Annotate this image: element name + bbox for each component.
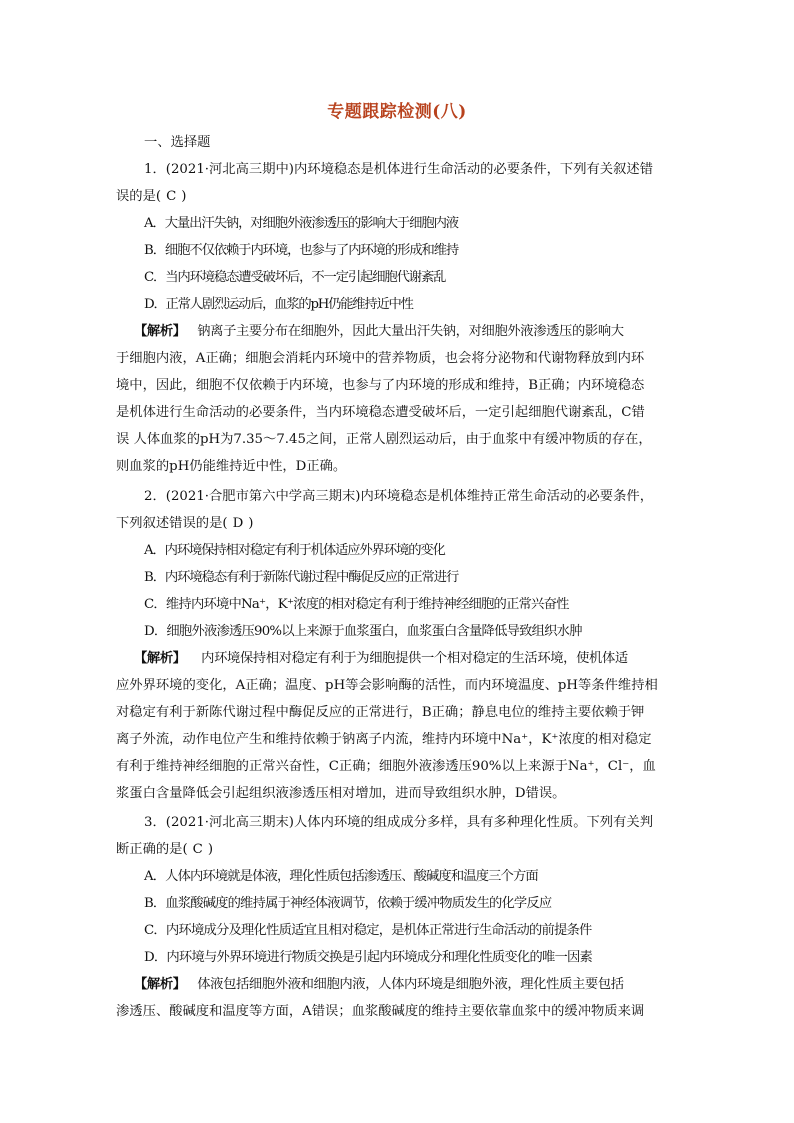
q3-paren: ) <box>207 842 214 857</box>
q2-analysis-text: 内环境保持相对稳定有利于为细胞提供一个相对稳定的生活环境，使机体适 <box>201 651 628 666</box>
q1-stem-line2 <box>116 188 682 206</box>
q3-answer: C <box>192 842 203 857</box>
q2-paren: ) <box>248 516 254 531</box>
q2-option-d: D．细胞外液渗透压90%以上来源于血浆蛋白，血浆蛋白含量降低导致组织水肿 <box>144 624 582 639</box>
q1-analysis-line1 <box>134 323 700 341</box>
q1-option-c: C．当内环境稳态遭受破坏后，不一定引起细胞代谢紊乱 <box>144 270 446 285</box>
q2-analysis-line5: 有利于维持神经细胞的正常兴奋性，C正确；细胞外液渗透压90%以上来源于Na⁺，Cl⁻，血 <box>116 759 656 774</box>
section-heading: 一、选择题 <box>144 135 211 150</box>
q1-analysis-text: 钠离子主要分布在细胞外，因此大量出汗失钠，对细胞外液渗透压的影响大 <box>197 324 624 339</box>
q1-stem-line1: 1．(2021·河北高三期中)内环境稳态是机体进行生命活动的必要条件，下列有关叙述错 <box>144 162 653 177</box>
q1-option-d: D．正常人剧烈运动后，血浆的pH仍能维持近中性 <box>144 297 413 312</box>
q3-analysis-label: 【解析】 <box>134 977 186 992</box>
q3-stem-line1: 3．(2021·河北高三期末)人体内环境的组成成分多样，具有多种理化性质。下列有关判 <box>144 815 653 830</box>
q3-analysis-text: 体液包括细胞外液和细胞内液，人体内环境是细胞外液，理化性质主要包括 <box>197 977 624 992</box>
q1-option-a: A．大量出汗失钠，对细胞外液渗透压的影响大于细胞内液 <box>144 216 459 231</box>
q1-analysis-line3: 境中，因此，细胞不仅依赖于内环境，也参与了内环境的形成和维持，B正确；内环境稳态 <box>116 378 645 393</box>
q1-analysis-line4: 是机体进行生命活动的必要条件，当内环境稳态遭受破坏后，一定引起细胞代谢紊乱，C错 <box>116 405 645 420</box>
q2-option-a: A．内环境保持相对稳定有利于机体适应外界环境的变化 <box>144 543 445 558</box>
q1-option-b: B．细胞不仅依赖于内环境，也参与了内环境的形成和维持 <box>144 243 459 258</box>
q2-stem-text: 下列叙述错误的是( <box>116 516 228 531</box>
q1-analysis-line5: 误 人体血浆的pH为7.35～7.45之间，正常人剧烈运动后，由于血浆中有缓冲物质的存在， <box>116 432 652 447</box>
q3-option-a: A．人体内环境就是体液，理化性质包括渗透压、酸碱度和温度三个方面 <box>144 869 538 884</box>
q2-analysis-line4: 离子外流，动作电位产生和维持依赖于钠离子内流，维持内环境中Na⁺，K⁺浓度的相对稳定 <box>116 732 652 747</box>
q2-analysis-line3: 对稳定有利于新陈代谢过程中酶促反应的正常进行，B正确；静息电位的维持主要依赖于钾 <box>116 705 645 720</box>
q3-option-b: B．血浆酸碱度的维持属于神经体液调节，依赖于缓冲物质发生的化学反应 <box>144 896 552 911</box>
page-title: 专题跟踪检测(八) <box>327 102 467 122</box>
q2-stem-line1: 2．(2021·合肥市第六中学高三期末)内环境稳态是机体维持正常生命活动的必要条件， <box>144 489 653 504</box>
q3-option-d: D．内环境与外界环境进行物质交换是引起内环境成分和理化性质变化的唯一因素 <box>144 950 593 965</box>
q1-analysis-label: 【解析】 <box>134 324 186 339</box>
q1-analysis-line2: 于细胞内液，A正确；细胞会消耗内环境中的营养物质，也会将分泌物和代谢物释放到内环 <box>116 351 645 366</box>
q2-analysis-line1 <box>134 650 700 668</box>
q2-stem-line2 <box>116 515 682 533</box>
q1-analysis-line6: 则血浆的pH仍能维持近中性，D正确。 <box>116 459 347 474</box>
q1-paren: ) <box>181 189 187 204</box>
q2-answer: D <box>232 516 244 531</box>
q2-option-c: C．维持内环境中Na⁺，K⁺浓度的相对稳定有利于维持神经细胞的正常兴奋性 <box>144 597 569 612</box>
q3-analysis-line1 <box>134 976 700 994</box>
q3-stem-line2 <box>116 841 682 859</box>
q2-analysis-label: 【解析】 <box>134 651 186 666</box>
q2-analysis-line6: 浆蛋白含量降低会引起组织液渗透压相对增加，进而导致组织水肿，D错误。 <box>116 786 566 801</box>
q2-analysis-line2: 应外界环境的变化，A正确；温度、pH等会影响酶的活性，而内环境温度、pH等条件维持相 <box>116 678 658 693</box>
q3-analysis-line2: 渗透压、酸碱度和温度等方面，A错误；血浆酸碱度的维持主要依靠血浆中的缓冲物质来调 <box>116 1004 645 1019</box>
q2-option-b: B．内环境稳态有利于新陈代谢过程中酶促反应的正常进行 <box>144 570 459 585</box>
q3-stem-text: 断正确的是( <box>116 842 188 857</box>
q1-answer: C <box>166 189 177 204</box>
q3-option-c: C．内环境成分及理化性质适宜且相对稳定，是机体正常进行生命活动的前提条件 <box>144 923 592 938</box>
q1-stem-text: 误的是( <box>116 189 162 204</box>
